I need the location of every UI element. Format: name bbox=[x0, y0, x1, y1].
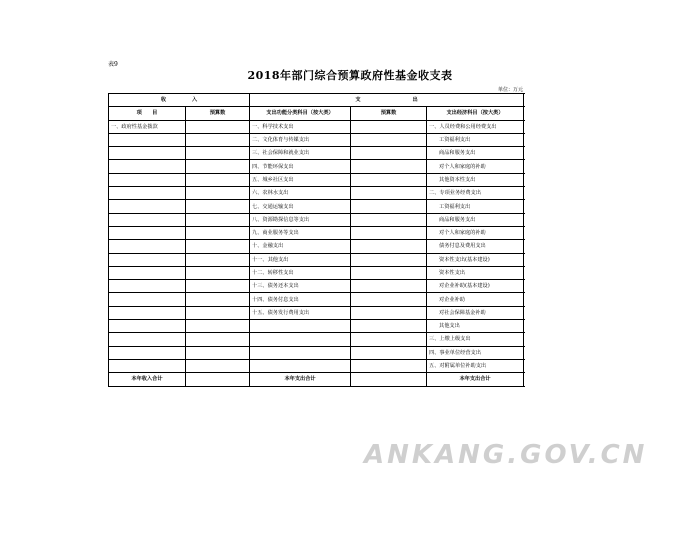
functional-budget-cell bbox=[351, 293, 427, 306]
col-header-functional: 支出功能分类科目（按大类） bbox=[250, 107, 351, 120]
table-top-header-row bbox=[109, 94, 524, 107]
income-budget-cell bbox=[186, 293, 250, 306]
col-header-budget: 预算数 bbox=[186, 107, 250, 120]
expense-header: 支 出 bbox=[250, 94, 524, 107]
economic-item-cell: 对社会保障基金补助 bbox=[427, 306, 524, 319]
income-item-cell bbox=[109, 359, 186, 372]
income-item-cell bbox=[109, 147, 186, 160]
functional-budget-cell bbox=[351, 346, 427, 359]
col-header-economic: 支出经济科目（按大类） bbox=[427, 107, 524, 120]
functional-item-cell bbox=[250, 333, 351, 346]
functional-budget-cell bbox=[351, 253, 427, 266]
economic-item-cell: 三、上缴上级支出 bbox=[427, 333, 524, 346]
functional-budget-cell bbox=[351, 133, 427, 146]
table-row bbox=[109, 253, 524, 266]
functional-budget-cell bbox=[351, 226, 427, 239]
table-row bbox=[109, 346, 524, 359]
income-item-cell bbox=[109, 187, 186, 200]
functional-item-cell: 一、科学技术支出 bbox=[250, 120, 351, 133]
income-budget-cell bbox=[186, 320, 250, 333]
table-row bbox=[109, 226, 524, 239]
income-budget-cell bbox=[186, 346, 250, 359]
income-budget-cell bbox=[186, 213, 250, 226]
functional-item-cell: 十、金融支出 bbox=[250, 240, 351, 253]
income-budget-cell bbox=[186, 120, 250, 133]
functional-total-value bbox=[351, 373, 427, 386]
functional-budget-cell bbox=[351, 240, 427, 253]
table-row bbox=[109, 240, 524, 253]
table-column-header-row bbox=[109, 107, 524, 120]
table-row bbox=[109, 266, 524, 279]
income-budget-cell bbox=[186, 280, 250, 293]
income-total-value bbox=[186, 373, 250, 386]
functional-budget-cell bbox=[351, 200, 427, 213]
functional-budget-cell bbox=[351, 160, 427, 173]
functional-item-cell: 十四、债务付息支出 bbox=[250, 293, 351, 306]
functional-item-cell: 十三、债务还本支出 bbox=[250, 280, 351, 293]
functional-item-cell bbox=[250, 346, 351, 359]
income-budget-cell bbox=[186, 133, 250, 146]
income-item-cell bbox=[109, 160, 186, 173]
income-budget-cell bbox=[186, 147, 250, 160]
economic-item-cell: 其他支出 bbox=[427, 320, 524, 333]
economic-item-cell: 其他资本性支出 bbox=[427, 173, 524, 186]
unit-label: 单位：万元 bbox=[497, 87, 523, 93]
income-item-cell bbox=[109, 280, 186, 293]
economic-item-cell: 工资福利支出 bbox=[427, 133, 524, 146]
functional-item-cell bbox=[250, 359, 351, 372]
income-budget-cell bbox=[186, 333, 250, 346]
economic-item-cell: 二、专项业务经费支出 bbox=[427, 187, 524, 200]
income-header: 收 入 bbox=[109, 94, 250, 107]
table-row bbox=[109, 147, 524, 160]
budget-table bbox=[108, 93, 524, 387]
col-header-budget: 预算数 bbox=[351, 107, 427, 120]
site-watermark: ANKANG.GOV.CN bbox=[364, 440, 648, 470]
functional-item-cell: 六、农林水支出 bbox=[250, 187, 351, 200]
page-title: 2018年部门综合预算政府性基金收支表 bbox=[247, 69, 453, 82]
income-budget-cell bbox=[186, 200, 250, 213]
economic-item-cell: 五、对附属单位补助支出 bbox=[427, 359, 524, 372]
functional-item-cell: 十二、转移性支出 bbox=[250, 266, 351, 279]
totals-row bbox=[109, 373, 524, 386]
income-item-cell bbox=[109, 346, 186, 359]
income-budget-cell bbox=[186, 160, 250, 173]
income-item-cell bbox=[109, 320, 186, 333]
table-row bbox=[109, 200, 524, 213]
functional-item-cell: 二、文化体育与传媒支出 bbox=[250, 133, 351, 146]
economic-item-cell: 商品和服务支出 bbox=[427, 147, 524, 160]
functional-budget-cell bbox=[351, 173, 427, 186]
income-item-cell bbox=[109, 213, 186, 226]
income-item-cell bbox=[109, 200, 186, 213]
income-item-cell bbox=[109, 266, 186, 279]
income-budget-cell bbox=[186, 173, 250, 186]
economic-item-cell: 对企业补助(基本建设) bbox=[427, 280, 524, 293]
table-row bbox=[109, 320, 524, 333]
economic-item-cell: 对企业补助 bbox=[427, 293, 524, 306]
functional-item-cell: 三、社会保障和就业支出 bbox=[250, 147, 351, 160]
income-budget-cell bbox=[186, 187, 250, 200]
functional-item-cell: 四、节能环保支出 bbox=[250, 160, 351, 173]
table-row bbox=[109, 173, 524, 186]
functional-budget-cell bbox=[351, 266, 427, 279]
income-item-cell bbox=[109, 133, 186, 146]
economic-item-cell: 资本性支出 bbox=[427, 266, 524, 279]
functional-budget-cell bbox=[351, 213, 427, 226]
income-budget-cell bbox=[186, 226, 250, 239]
functional-item-cell: 七、交通运输支出 bbox=[250, 200, 351, 213]
income-item-cell bbox=[109, 293, 186, 306]
income-budget-cell bbox=[186, 359, 250, 372]
table-row bbox=[109, 213, 524, 226]
functional-budget-cell bbox=[351, 280, 427, 293]
functional-item-cell: 八、资源勘探信息等支出 bbox=[250, 213, 351, 226]
economic-item-cell: 商品和服务支出 bbox=[427, 213, 524, 226]
functional-item-cell bbox=[250, 320, 351, 333]
economic-item-cell: 资本性支出(基本建设) bbox=[427, 253, 524, 266]
economic-item-cell: 债务付息及费用支出 bbox=[427, 240, 524, 253]
economic-item-cell: 对个人和家庭的补助 bbox=[427, 226, 524, 239]
table-row bbox=[109, 160, 524, 173]
functional-budget-cell bbox=[351, 333, 427, 346]
table-row bbox=[109, 306, 524, 319]
functional-item-cell: 十五、债务发行费用支出 bbox=[250, 306, 351, 319]
income-total-label: 本年收入合计 bbox=[109, 373, 186, 386]
income-item-cell: 一、政府性基金拨款 bbox=[109, 120, 186, 133]
functional-budget-cell bbox=[351, 187, 427, 200]
table-number-label: 表9 bbox=[108, 61, 118, 68]
table-row bbox=[109, 120, 524, 133]
table-row bbox=[109, 133, 524, 146]
income-item-cell bbox=[109, 333, 186, 346]
table-row bbox=[109, 280, 524, 293]
economic-item-cell: 工资福利支出 bbox=[427, 200, 524, 213]
economic-item-cell: 一、人员经费和公用经费支出 bbox=[427, 120, 524, 133]
table-row bbox=[109, 359, 524, 372]
income-budget-cell bbox=[186, 266, 250, 279]
economic-item-cell: 四、事业单位经营支出 bbox=[427, 346, 524, 359]
functional-item-cell: 九、商业服务等支出 bbox=[250, 226, 351, 239]
functional-budget-cell bbox=[351, 359, 427, 372]
functional-budget-cell bbox=[351, 147, 427, 160]
income-item-cell bbox=[109, 306, 186, 319]
income-item-cell bbox=[109, 253, 186, 266]
functional-total-label: 本年支出合计 bbox=[250, 373, 351, 386]
income-budget-cell bbox=[186, 306, 250, 319]
functional-budget-cell bbox=[351, 320, 427, 333]
functional-budget-cell bbox=[351, 306, 427, 319]
income-item-cell bbox=[109, 226, 186, 239]
functional-item-cell: 五、城乡社区支出 bbox=[250, 173, 351, 186]
income-budget-cell bbox=[186, 240, 250, 253]
table-row bbox=[109, 333, 524, 346]
income-budget-cell bbox=[186, 253, 250, 266]
income-item-cell bbox=[109, 173, 186, 186]
table-row bbox=[109, 187, 524, 200]
col-header-item: 项 目 bbox=[109, 107, 186, 120]
economic-total-label: 本年支出合计 bbox=[427, 373, 524, 386]
table-row bbox=[109, 293, 524, 306]
functional-budget-cell bbox=[351, 120, 427, 133]
functional-item-cell: 十一、其他支出 bbox=[250, 253, 351, 266]
income-item-cell bbox=[109, 240, 186, 253]
economic-item-cell: 对个人和家庭的补助 bbox=[427, 160, 524, 173]
